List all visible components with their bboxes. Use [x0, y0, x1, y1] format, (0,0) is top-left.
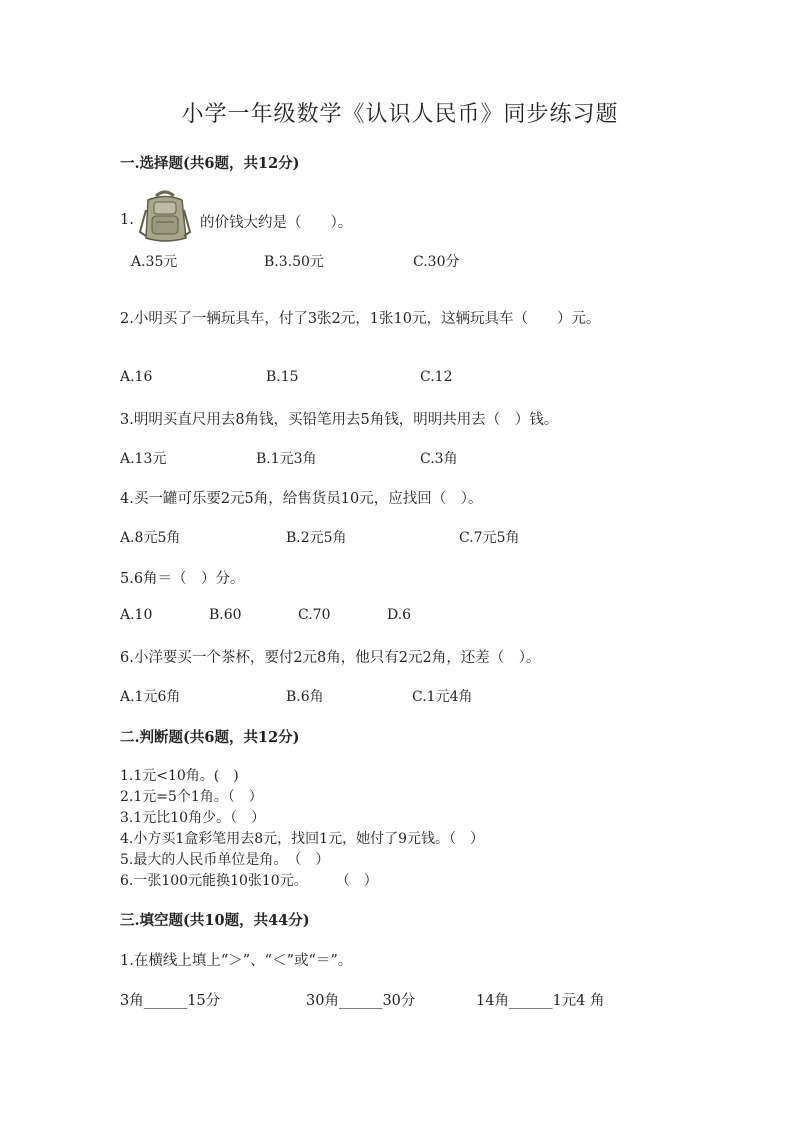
option-c: C.3角 [420, 451, 458, 467]
option-c: C.1元4角 [412, 689, 473, 705]
question-text: 6.小洋要买一个茶杯，要付2元8角，他只有2元2角，还差（ ）。 [120, 650, 541, 666]
list-item: 6.一张100元能换10张10元。 （ ） [120, 873, 378, 889]
backpack-icon [134, 188, 196, 244]
option-b: B.15 [266, 369, 299, 385]
option-b: B.1元3角 [256, 451, 317, 467]
list-item: 2.1元=5个1角。（ ） [120, 789, 263, 805]
list-item: 5.最大的人民币单位是角。 （ ） [120, 852, 330, 868]
fill-blank: 14角______1元4 角 [476, 993, 605, 1009]
option-a: A.1元6角 [120, 689, 181, 705]
option-c: C.7元5角 [459, 530, 520, 546]
option-a: A.16 [120, 369, 153, 385]
option-c: C.12 [420, 369, 453, 385]
question-text: 1.在横线上填上“＞”、“＜”或“＝”。 [120, 953, 353, 969]
question-text: 5.6角＝（ ）分。 [120, 571, 245, 587]
option-b: B.60 [209, 607, 242, 623]
list-item: 3.1元比10角少。（ ） [120, 810, 266, 826]
option-a: A.13元 [120, 451, 167, 467]
option-a: A.35元 [131, 254, 178, 270]
question-text: 4.买一罐可乐要2元5角，给售货员10元，应找回（ ）。 [120, 491, 483, 507]
question-text: 2.小明买了一辆玩具车，付了3张2元，1张10元，这辆玩具车（ ）元。 [120, 311, 601, 327]
option-b: B.3.50元 [264, 254, 324, 270]
list-item: 4.小方买1盒彩笔用去8元，找回1元，她付了9元钱。（ ） [120, 831, 484, 847]
option-a: A.10 [120, 607, 153, 623]
list-item: 1.1元<10角。( ) [120, 768, 239, 784]
section-heading-judgement: 二.判断题(共6题，共12分) [120, 729, 300, 746]
option-d: D.6 [387, 607, 412, 623]
option-c: C.70 [298, 607, 331, 623]
section-heading-fill-in: 三.填空题(共10题，共44分) [120, 912, 310, 929]
question-text: 3.明明买直尺用去8角钱，买铅笔用去5角钱，明明共用去（ ）钱。 [120, 412, 559, 428]
option-a: A.8元5角 [120, 530, 181, 546]
question-number: 1. [120, 212, 134, 228]
fill-blank: 3角______15分 [120, 993, 221, 1009]
page-title: 小学一年级数学《认识人民币》同步练习题 [181, 102, 619, 127]
option-b: B.2元5角 [286, 530, 347, 546]
question-text: 的价钱大约是（ ）。 [200, 215, 353, 231]
fill-blank: 30角______30分 [306, 993, 416, 1009]
option-c: C.30分 [413, 254, 460, 270]
option-b: B.6角 [286, 689, 324, 705]
section-heading-choice: 一.选择题(共6题，共12分) [120, 155, 300, 172]
